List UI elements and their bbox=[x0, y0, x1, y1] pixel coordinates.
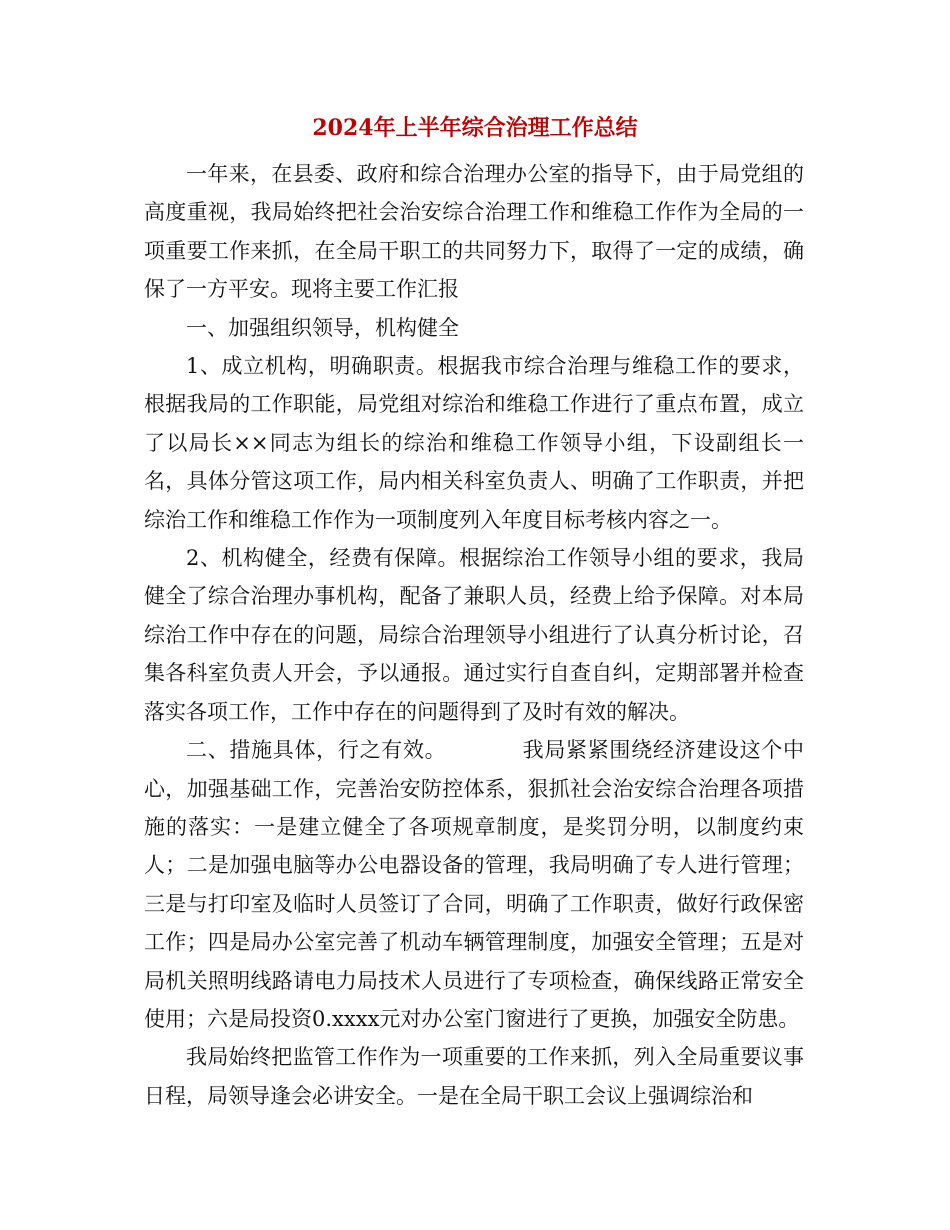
section-heading-2-paragraph: 二、措施具体，行之有效。 我局紧紧围绕经济建设这个中心，加强基础工作，完善治安防控体系，狠抓社会治安综合治理各项措施的落实：一是建立健全了各项规章制度，是奖罚分明，以制度约束人；二是加强电脑等办公电器设备的管理，我局明确了专人进行管理；三是与打印室及临时人员签订了合同，明确了工作职责，做好行政保密工作；四是局办公室完善了机动车辆管理制度，加强安全管理；五是对局机关照明线路请电力局技术人员进行了专项检查，确保线路正常安全使用；六是局投资0.xxxx元对办公室门窗进行了更换，加强安全防患。 bbox=[144, 738, 804, 1031]
section-heading-1: 一、加强组织领导，机构健全 bbox=[186, 315, 459, 340]
paragraph-supervision: 我局始终把监管工作作为一项重要的工作来抓，列入全局重要议事日程，局领导逢会必讲安全。一是在全局干职工会议上强调综治和 bbox=[144, 1045, 804, 1108]
paragraph-intro: 一年来，在县委、政府和综合治理办公室的指导下，由于局党组的高度重视，我局始终把社会治安综合治理工作和维稳工作作为全局的一项重要工作来抓，在全局干职工的共同努力下，取得了一定的成绩，确保了一方平安。现将主要工作汇报 bbox=[144, 162, 804, 302]
document-title: 2024年上半年综合治理工作总结 bbox=[312, 115, 638, 141]
paragraph-1-1: 1、成立机构，明确职责。根据我市综合治理与维稳工作的要求，根据我局的工作职能，局党组对综治和维稳工作进行了重点布置，成立了以局长××同志为组长的综治和维稳工作领导小组，下设副组长一名，具体分管这项工作，局内相关科室负责人、明确了工作职责，并把综治工作和维稳工作作为一项制度列入年度目标考核内容之一。 bbox=[144, 354, 804, 532]
paragraph-1-2: 2、机构健全，经费有保障。根据综治工作领导小组的要求，我局健全了综合治理办事机构，配备了兼职人员，经费上给予保障。对本局综治工作中存在的问题，局综合治理领导小组进行了认真分析讨论，召集各科室负责人开会，予以通报。通过实行自查自纠，定期部署并检查落实各项工作，工作中存在的问题得到了及时有效的解决。 bbox=[144, 546, 804, 724]
document-body bbox=[144, 155, 804, 1115]
